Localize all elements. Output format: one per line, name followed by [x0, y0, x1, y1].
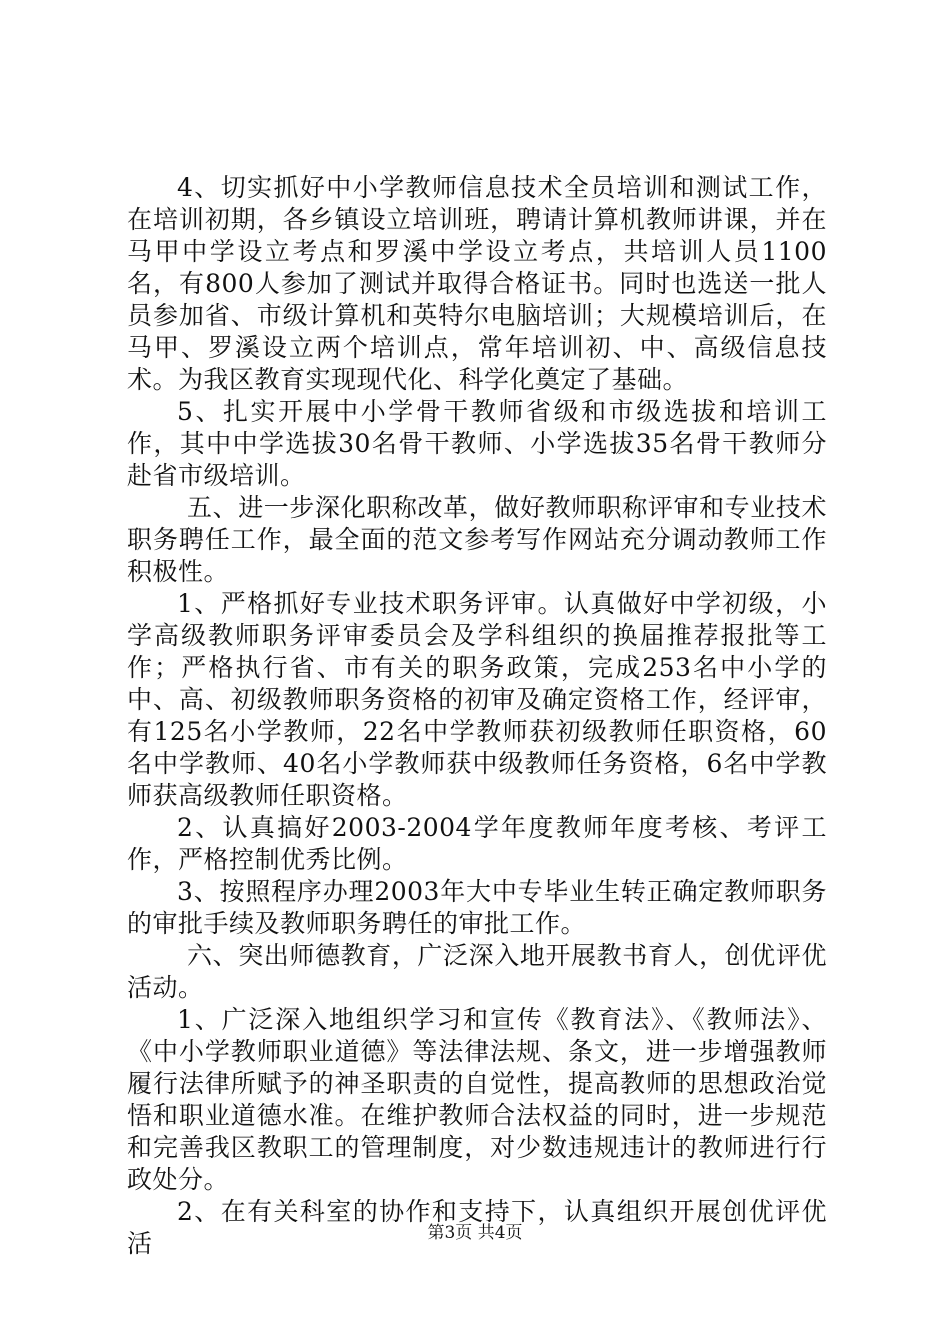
- page-footer: 第3页 共4页: [427, 1223, 523, 1243]
- document-body: [127, 172, 827, 1260]
- paragraph-item-3: 3、按照程序办理2003年大中专毕业生转正确定教师职务的审批手续及教师职务聘任的审批工作。: [127, 877, 827, 938]
- paragraph-item-2: 2、认真搞好2003-2004学年度教师年度考核、考评工作，严格控制优秀比例。: [127, 813, 827, 874]
- paragraph-item-1: 1、严格抓好专业技术职务评审。认真做好中学初级，小学高级教师职务评审委员会及学科组织的换届推荐报批等工作；严格执行省、市有关的职务政策，完成253名中小学的中、高、初级教师职务资格的初审及确定资格工作，经评审，有125名小学教师，22名中学教师获初级教师任职资格，60名中学教师、40名小学教师获中级教师任务资格，6名中学教师获高级教师任职资格。: [127, 589, 827, 810]
- paragraph-item-4: 4、切实抓好中小学教师信息技术全员培训和测试工作，在培训初期，各乡镇设立培训班，聘请计算机教师讲课，并在马甲中学设立考点和罗溪中学设立考点，共培训人员1100名，有800人参加了测试并取得合格证书。同时也选送一批人员参加省、市级计算机和英特尔电脑培训；大规模培训后，在马甲、罗溪设立两个培训点，常年培训初、中、高级信息技术。为我区教育实现现代化、科学化奠定了基础。: [127, 173, 827, 394]
- paragraph-item-1b: 1、广泛深入地组织学习和宣传《教育法》、《教师法》、《中小学教师职业道德》等法律法规、条文，进一步增强教师履行法律所赋予的神圣职责的自觉性，提高教师的思想政治觉悟和职业道德水准。在维护教师合法权益的同时，进一步规范和完善我区教职工的管理制度，对少数违规违计的教师进行行政处分。: [127, 1005, 827, 1194]
- section-heading-5: 五、进一步深化职称改革，做好教师职称评审和专业技术职务聘任工作，最全面的范文参考写作网站充分调动教师工作积极性。: [127, 493, 827, 586]
- section-heading-6: 六、突出师德教育，广泛深入地开展教书育人，创优评优活动。: [127, 941, 827, 1002]
- paragraph-item-5: 5、扎实开展中小学骨干教师省级和市级选拔和培训工作，其中中学选拔30名骨干教师、小学选拔35名骨干教师分赴省市级培训。: [127, 397, 827, 490]
- paragraph-item-2b: 2、在有关科室的协作和支持下，认真组织开展创优评优活: [127, 1197, 827, 1258]
